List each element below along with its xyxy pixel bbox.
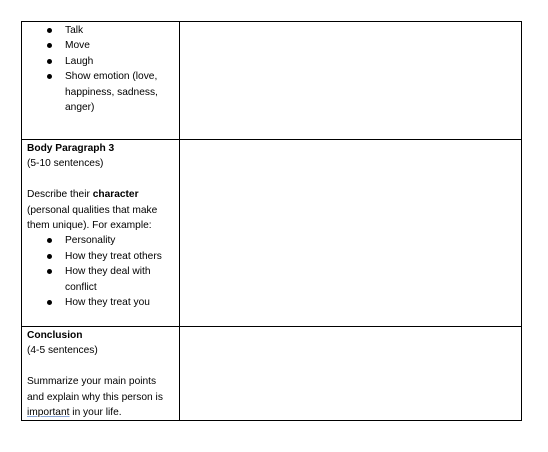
response-cell[interactable] <box>180 327 522 421</box>
prompt-cell <box>22 140 180 327</box>
instructions: Summarize your main points and explain why this person is important in your life. <box>27 376 163 419</box>
table-row <box>22 140 522 327</box>
list-item: Show emotion (love, happiness, sadness, anger) <box>27 69 175 115</box>
section-heading: Body Paragraph 3 <box>27 143 115 154</box>
list-item: How they treat others <box>27 249 175 264</box>
prompt-cell <box>22 22 180 140</box>
section-heading: Conclusion <box>27 330 83 341</box>
instructions: Describe their character (personal qualities that make them unique). For example: <box>27 189 158 232</box>
bullet-list <box>27 23 175 115</box>
table-row <box>22 22 522 140</box>
list-item: How they treat you <box>27 295 175 310</box>
list-item: How they deal with conflict <box>27 264 175 295</box>
response-cell[interactable] <box>180 22 522 140</box>
list-item: Talk <box>27 23 175 38</box>
bullet-list <box>27 233 175 310</box>
list-item: Personality <box>27 233 175 248</box>
sentence-count: (5-10 sentences) <box>27 158 104 170</box>
list-item: Laugh <box>27 54 175 69</box>
list-item: Move <box>27 38 175 53</box>
response-cell[interactable] <box>180 140 522 327</box>
essay-outline-table <box>21 21 522 421</box>
prompt-cell <box>22 327 180 421</box>
sentence-count: (4-5 sentences) <box>27 345 98 357</box>
table-row <box>22 327 522 421</box>
